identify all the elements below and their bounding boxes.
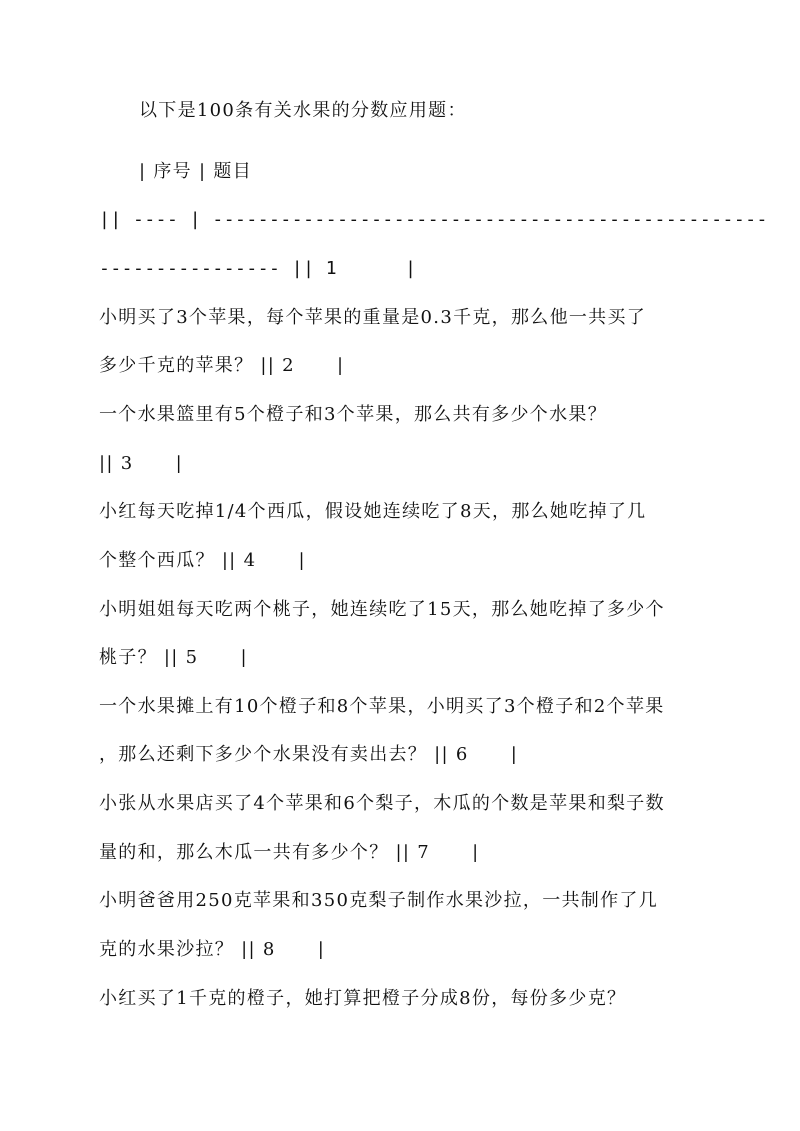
question-line: || 3 |: [99, 453, 183, 474]
table-separator-line-2: ---------------- || 1 |: [99, 258, 417, 279]
question-line: 小明买了3个苹果，每个苹果的重量是0.3千克，那么他一共买了: [99, 307, 647, 328]
table-header: | 序号 | 题目: [139, 161, 252, 182]
question-line: 一个水果摊上有10个橙子和8个苹果，小明买了3个橙子和2个苹果: [99, 696, 665, 717]
question-line: 小明姐姐每天吃两个桃子，她连续吃了15天，那么她吃掉了多少个: [99, 599, 665, 620]
question-line: 桃子？ || 5 |: [99, 647, 248, 668]
intro-text: 以下是100条有关水果的分数应用题：: [139, 100, 467, 121]
question-line: 个整个西瓜？ || 4 |: [99, 550, 306, 571]
question-line: 小红买了1千克的橙子，她打算把橙子分成8份，每份多少克？: [99, 988, 627, 1009]
question-line: 小明爸爸用250克苹果和350克梨子制作水果沙拉，一共制作了几: [99, 890, 659, 911]
table-separator-line-1: || ---- | -------------------------------------------------: [99, 209, 768, 230]
question-line: 克的水果沙拉？ || 8 |: [99, 939, 326, 960]
question-line: 多少千克的苹果？ || 2 |: [99, 355, 345, 376]
question-line: 小红每天吃掉1/4个西瓜，假设她连续吃了8天，那么她吃掉了几: [99, 501, 647, 522]
question-line: ，那么还剩下多少个水果没有卖出去？ || 6 |: [99, 744, 519, 765]
question-line: 一个水果篮里有5个橙子和3个苹果，那么共有多少个水果？: [99, 404, 608, 425]
question-line: 小张从水果店买了4个苹果和6个梨子，木瓜的个数是苹果和梨子数: [99, 793, 665, 814]
question-line: 量的和，那么木瓜一共有多少个？ || 7 |: [99, 842, 480, 863]
